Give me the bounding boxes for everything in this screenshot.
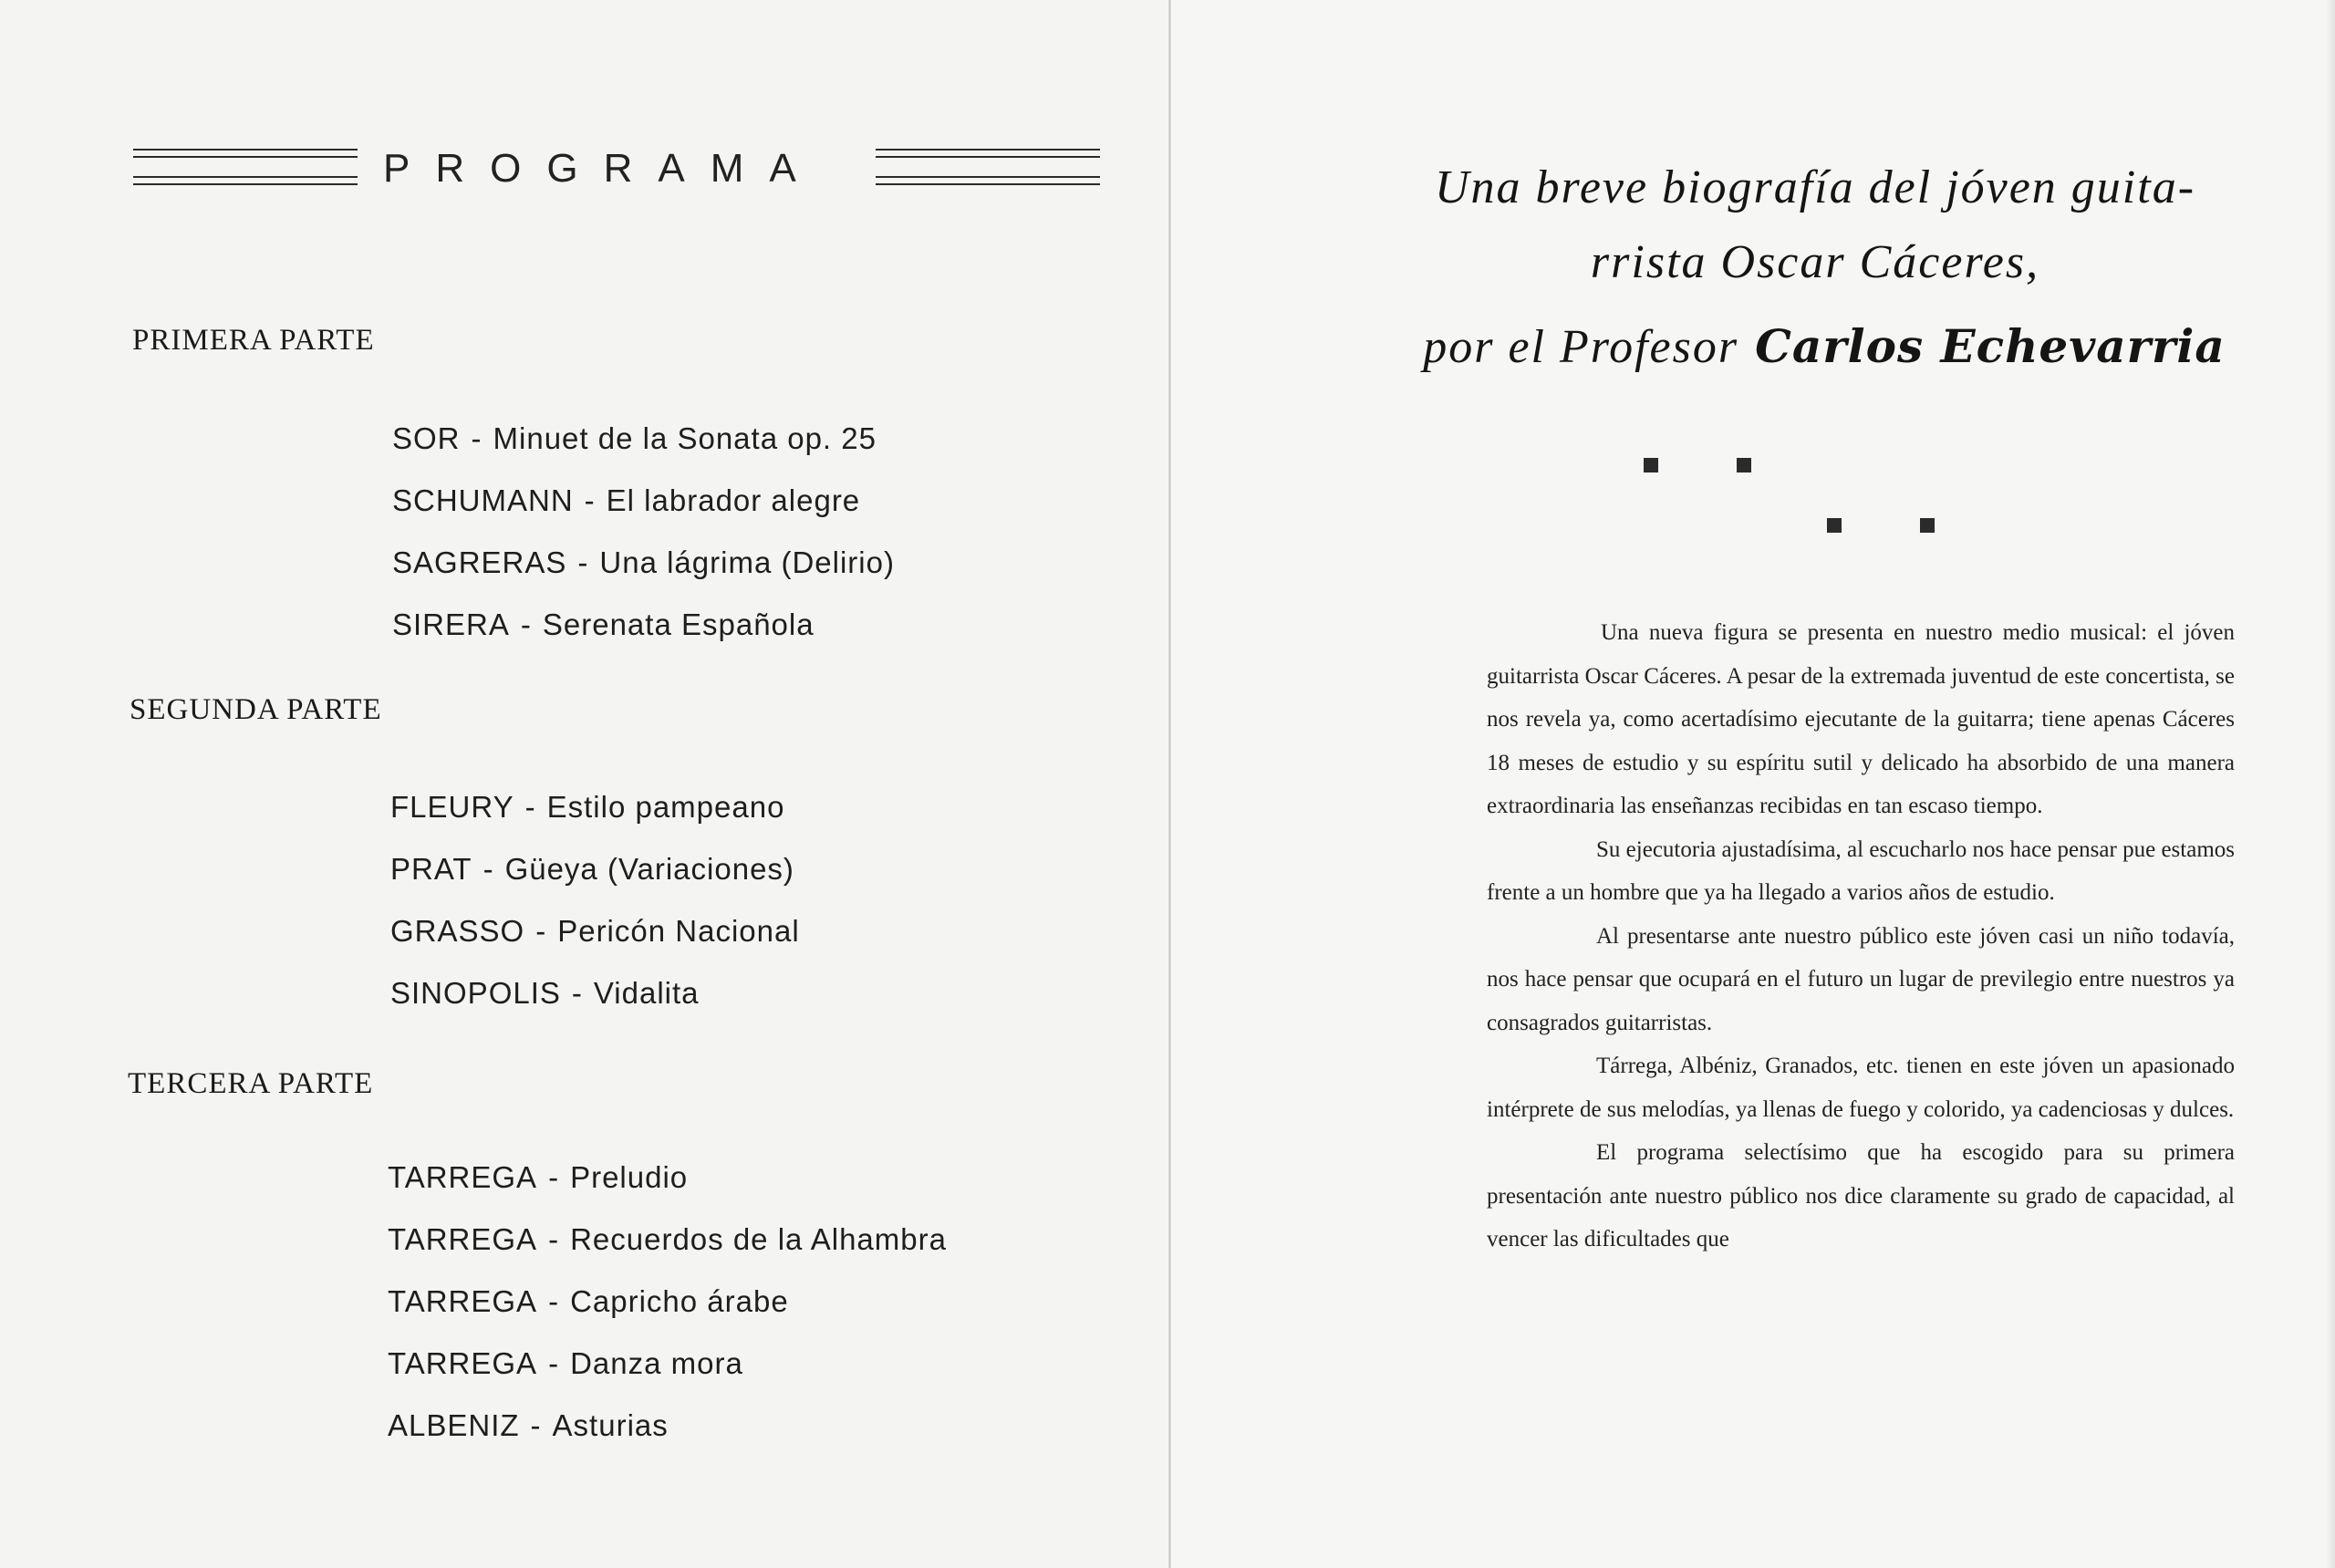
biography-byline	[1423, 319, 2226, 374]
composer: ALBENIZ	[388, 1408, 520, 1442]
program-item: SOR - Minuet de la Sonata op. 25	[392, 421, 877, 455]
biography-paragraph: El programa selectísimo que ha escogido para su primera presentación ante nuestro público nos dice claramente su grado de capacidad, al vencer las dificultades que	[1487, 1140, 2235, 1251]
program-item: SINOPOLIS - Vidalita	[390, 976, 700, 1010]
biography-paragraph: Una nueva figura se presenta en nuestro medio musical: el jóven guitarrista Oscar Cáceres. A pesar de la extremada juventud de este concertista, se nos revela ya, como acertadísimo ejecutante de la guitarra; tiene apenas Cáceres 18 meses de estudio y su espíritu sutil y delicado ha absorbido de una manera extraordinaria las enseñanzas recibidas en tan escaso tiempo.	[1487, 620, 2235, 818]
ornament-square	[1737, 458, 1751, 472]
work-title: Güeya (Variaciones)	[504, 852, 794, 886]
title-rule-right	[876, 149, 1100, 191]
biography-paragraph: Tárrega, Albéniz, Granados, etc. tienen en este jóven un apasionado intérprete de sus melodías, ya llenas de fuego y colorido, ya cadenciosas y dulces.	[1487, 1054, 2235, 1122]
ornament-square	[1920, 518, 1935, 533]
composer: SCHUMANN	[392, 483, 574, 517]
composer: PRAT	[390, 852, 472, 886]
work-title: Vidalita	[593, 976, 700, 1010]
program-item: GRASSO - Pericón Nacional	[390, 914, 800, 948]
composer: SAGRERAS	[392, 545, 567, 579]
program-item: TARREGA - Preludio	[388, 1160, 689, 1194]
composer: SINOPOLIS	[390, 976, 561, 1010]
program-item: SAGRERAS - Una lágrima (Delirio)	[392, 545, 895, 579]
work-title: Preludio	[570, 1160, 689, 1194]
biography-title	[1368, 151, 2262, 300]
biography-body	[1487, 611, 2235, 1262]
work-title: Serenata Española	[542, 607, 815, 641]
work-title: Minuet de la Sonata op. 25	[493, 421, 877, 455]
composer: TARREGA	[388, 1222, 538, 1256]
biography-title-line1: Una breve biografía del jóven guita-	[1434, 161, 2196, 213]
work-title: Una lágrima (Delirio)	[599, 545, 895, 579]
programa-title: PROGRAMA	[383, 146, 822, 191]
ornament-square	[1827, 518, 1842, 533]
composer: TARREGA	[388, 1160, 538, 1194]
composer: TARREGA	[388, 1284, 538, 1318]
work-title: Pericón Nacional	[557, 914, 800, 948]
part-heading-segunda: SEGUNDA PARTE	[130, 693, 382, 726]
ornament-square	[1644, 458, 1658, 472]
work-title: Asturias	[552, 1408, 669, 1442]
program-item: TARREGA - Capricho árabe	[388, 1284, 789, 1318]
work-title: Estilo pampeano	[546, 790, 785, 824]
composer: SOR	[392, 421, 461, 455]
program-item: SCHUMANN - El labrador alegre	[392, 483, 861, 517]
page-edge	[2326, 0, 2335, 1568]
composer: GRASSO	[390, 914, 525, 948]
work-title: Recuerdos de la Alhambra	[570, 1222, 947, 1256]
work-title: El labrador alegre	[606, 483, 861, 517]
work-title: Capricho árabe	[570, 1284, 789, 1318]
author-name: Carlos Echevarria	[1755, 319, 2226, 373]
program-item: SIRERA - Serenata Española	[392, 607, 815, 641]
composer: SIRERA	[392, 607, 510, 641]
program-item: TARREGA - Recuerdos de la Alhambra	[388, 1222, 947, 1256]
program-item: TARREGA - Danza mora	[388, 1346, 743, 1380]
work-title: Danza mora	[570, 1346, 743, 1380]
biography-title-line2: rrista Oscar Cáceres,	[1590, 236, 2040, 288]
title-rule-left	[133, 149, 358, 191]
program-item: ALBENIZ - Asturias	[388, 1408, 669, 1442]
composer: TARREGA	[388, 1346, 538, 1380]
composer: FLEURY	[390, 790, 514, 824]
biography-paragraph: Al presentarse ante nuestro público este jóven casi un niño todavía, nos hace pensar que ocupará en el futuro un lugar de previlegio entre nuestros ya consagrados guitarristas.	[1487, 923, 2235, 1035]
part-heading-primera: PRIMERA PARTE	[132, 324, 375, 357]
part-heading-tercera: TERCERA PARTE	[128, 1067, 374, 1100]
program-item: FLEURY - Estilo pampeano	[390, 790, 785, 824]
biography-paragraph: Su ejecutoria ajustadísima, al escucharlo nos hace pensar pue estamos frente a un hombre que ya ha llegado a varios años de estudio.	[1487, 836, 2235, 905]
program-item: PRAT - Güeya (Variaciones)	[390, 852, 794, 886]
byline-prefix: por el Profesor	[1423, 321, 1739, 373]
